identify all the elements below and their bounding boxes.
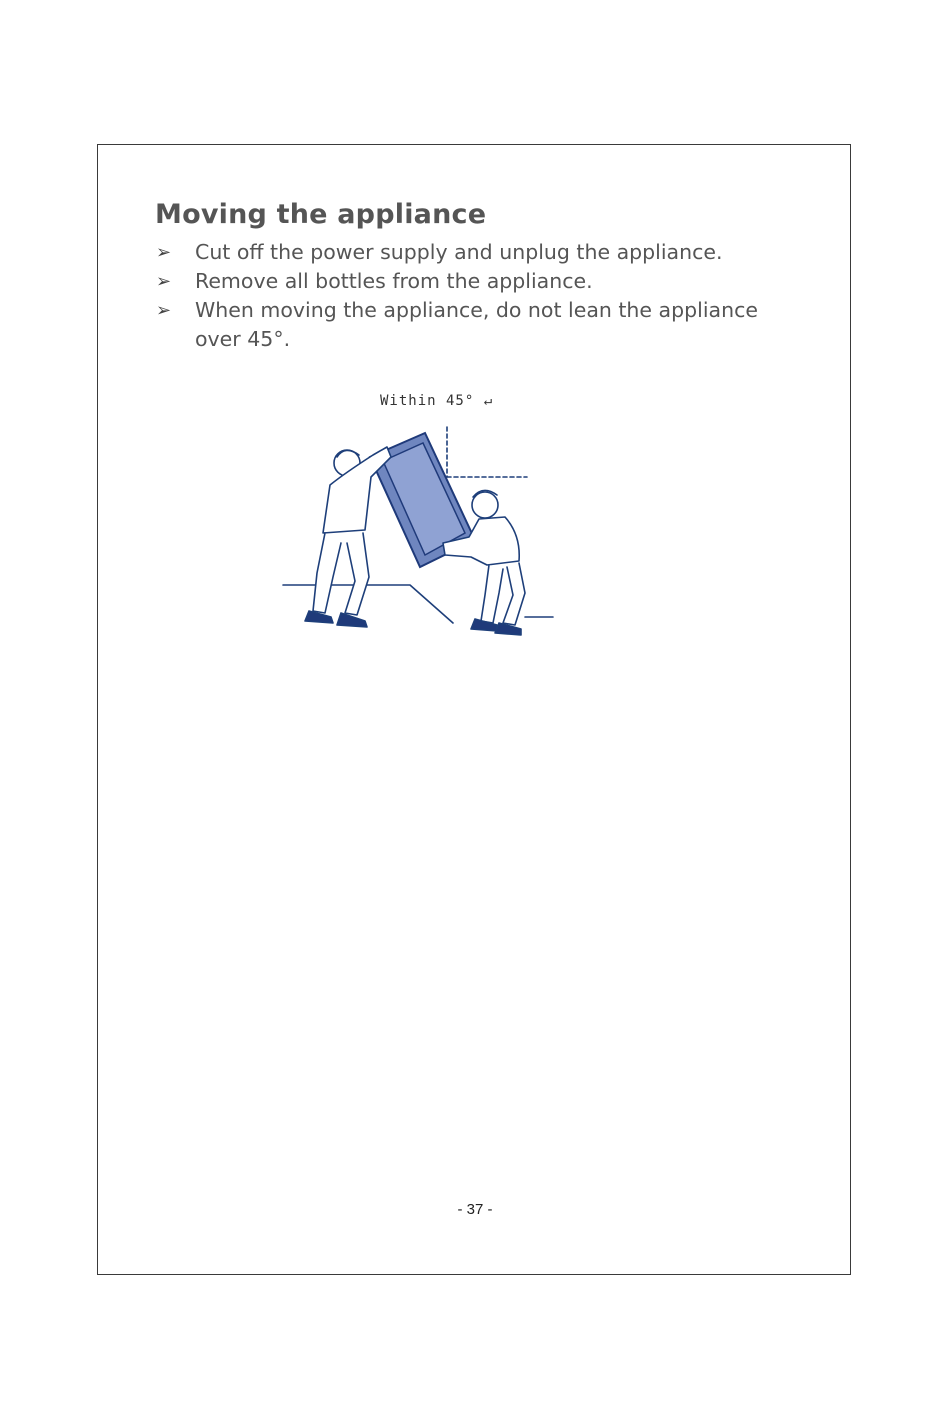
list-item-text: Remove all bottles from the appliance.: [195, 269, 593, 293]
arrow-bullet-icon: ➢: [156, 242, 172, 263]
moving-appliance-illustration: [275, 385, 565, 645]
page-number: - 37 -: [457, 1201, 493, 1218]
two-people-carrying-appliance-drawing: [275, 385, 565, 645]
arrow-bullet-icon: ➢: [156, 300, 172, 321]
arrow-bullet-icon: ➢: [156, 271, 172, 292]
angle-label: Within 45° ↵: [380, 393, 494, 409]
list-item-text: When moving the appliance, do not lean the appliance over 45°.: [195, 298, 758, 351]
list-item: [155, 267, 795, 296]
list-item: [155, 238, 795, 267]
section-heading: Moving the appliance: [155, 199, 487, 230]
instruction-list: [155, 238, 795, 354]
list-item: [155, 296, 795, 354]
list-item-text: Cut off the power supply and unplug the appliance.: [195, 240, 723, 264]
